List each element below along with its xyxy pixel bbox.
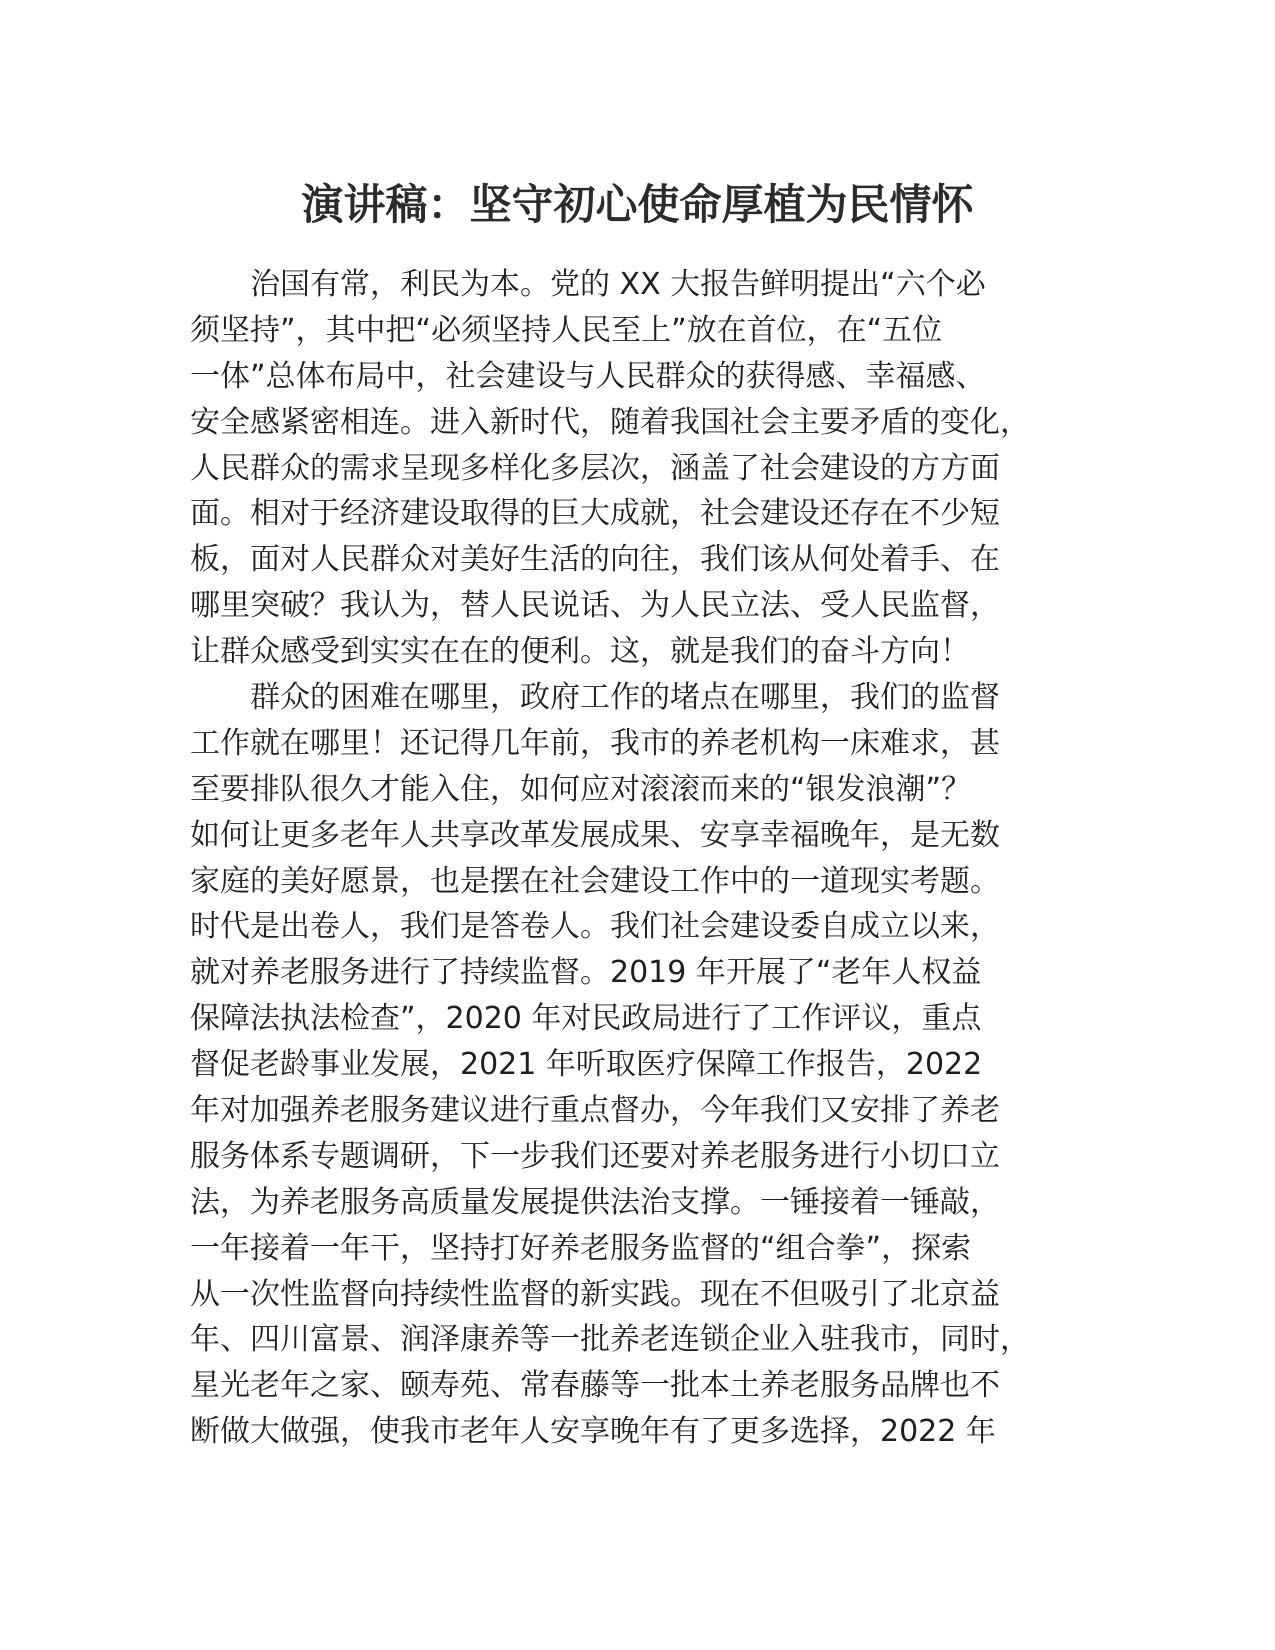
body-text-line: 断做大做强，使我市老年人安享晚年有了更多选择，2022 年: [190, 1414, 996, 1450]
body-text-line: 板，面对人民群众对美好生活的向往，我们该从何处着手、在: [190, 542, 1000, 578]
body-text-line: 一体”总体布局中，社会建设与人民群众的获得感、幸福感、: [190, 358, 986, 394]
body-text-line: 时代是出卷人，我们是答卷人。我们社会建设委自成立以来，: [190, 909, 1000, 945]
body-text-line: 法，为养老服务高质量发展提供法治支撑。一锤接着一锤敲，: [190, 1184, 1000, 1220]
document-title: 演讲稿：坚守初心使命厚植为民情怀: [301, 180, 974, 229]
body-text-line: 从一次性监督向持续性监督的新实践。现在不但吸引了北京益: [190, 1276, 1000, 1312]
body-text-line: 督促老龄事业发展，2021 年听取医疗保障工作报告，2022: [190, 1047, 983, 1083]
body-text-line: 星光老年之家、颐寿苑、常春藤等一批本土养老服务品牌也不: [190, 1368, 1000, 1404]
body-text-line: 至要排队很久才能入住，如何应对滚滚而来的“银发浪潮”？: [190, 771, 972, 807]
body-text-line: 安全感紧密相连。进入新时代，随着我国社会主要矛盾的变化，: [190, 404, 1030, 440]
body-text-line: 工作就在哪里！还记得几年前，我市的养老机构一床难求，甚: [190, 725, 1000, 761]
body-text-line: 人民群众的需求呈现多样化多层次，涵盖了社会建设的方方面: [190, 450, 1000, 486]
body-text-line: 就对养老服务进行了持续监督。2019 年开展了“老年人权益: [190, 955, 982, 991]
document-body: [190, 262, 1275, 1455]
body-text-line: 让群众感受到实实在在的便利。这，就是我们的奋斗方向！: [190, 634, 970, 670]
body-text-line: 家庭的美好愿景，也是摆在社会建设工作中的一道现实考题。: [190, 863, 1000, 899]
body-text-line: 服务体系专题调研，下一步我们还要对养老服务进行小切口立: [190, 1138, 1000, 1174]
body-text-line: 治国有常，利民为本。党的 XX 大报告鲜明提出“六个必: [190, 267, 986, 302]
body-text-line: 年对加强养老服务建议进行重点督办，今年我们又安排了养老: [190, 1093, 1000, 1129]
body-text-line: 面。相对于经济建设取得的巨大成就，社会建设还存在不少短: [190, 496, 1000, 532]
body-text-line: 一年接着一年干，坚持打好养老服务监督的“组合拳”，探索: [190, 1230, 972, 1266]
body-text-line: 年、四川富景、润泽康养等一批养老连锁企业入驻我市，同时，: [190, 1322, 1030, 1358]
body-text-line: 群众的困难在哪里，政府工作的堵点在哪里，我们的监督: [190, 680, 1000, 716]
body-text-line: 须坚持”，其中把“必须坚持人民至上”放在首位，在“五位: [190, 312, 943, 348]
body-text-line: 如何让更多老年人共享改革发展成果、安享幸福晚年，是无数: [190, 817, 1000, 853]
body-text-line: 保障法执法检查”，2020 年对民政局进行了工作评议，重点: [190, 1001, 982, 1037]
body-text-line: 哪里突破？我认为，替人民说话、为人民立法、受人民监督，: [190, 588, 1000, 624]
